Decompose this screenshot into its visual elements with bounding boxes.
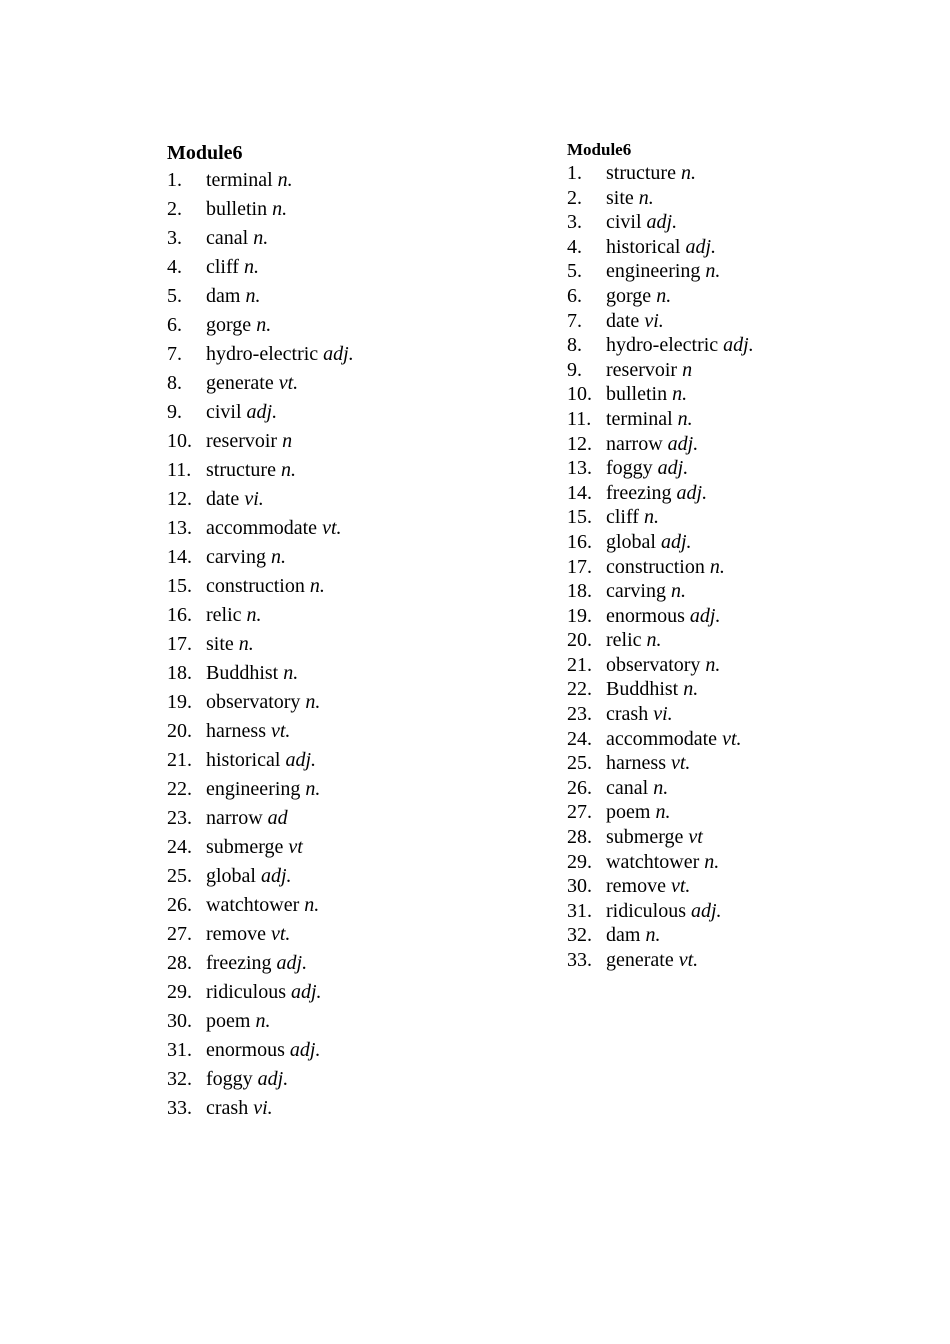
item-part-of-speech: n.	[255, 1010, 271, 1032]
item-number: 5.	[567, 260, 582, 283]
vocabulary-item	[167, 224, 354, 253]
item-part-of-speech: n	[282, 430, 293, 452]
vocabulary-item	[167, 920, 354, 949]
item-part-of-speech: vt.	[670, 875, 691, 898]
item-part-of-speech: vt.	[322, 517, 342, 539]
item-number: 24.	[167, 836, 192, 858]
vocabulary-item	[567, 653, 754, 678]
item-number: 27.	[567, 801, 592, 824]
vocabulary-item	[567, 407, 754, 432]
vocabulary-item	[167, 891, 354, 920]
item-part-of-speech: n.	[270, 546, 286, 568]
vocabulary-item	[167, 572, 354, 601]
item-part-of-speech: adj.	[685, 235, 716, 258]
item-number: 21.	[167, 749, 192, 771]
item-number: 11.	[167, 459, 192, 481]
item-word: historical	[606, 235, 681, 258]
item-part-of-speech: n	[682, 358, 693, 381]
item-word: submerge	[206, 836, 284, 858]
item-number: 20.	[167, 720, 192, 742]
item-part-of-speech: n.	[272, 198, 288, 220]
vocabulary-list-left	[167, 140, 354, 1123]
vocabulary-item	[167, 543, 354, 572]
item-part-of-speech: vt	[288, 836, 303, 858]
vocabulary-item	[567, 358, 754, 383]
item-part-of-speech: n.	[683, 678, 699, 701]
item-number: 8.	[567, 334, 582, 357]
item-number: 2.	[167, 198, 182, 220]
item-part-of-speech: vi.	[244, 488, 264, 510]
item-word: relic	[606, 629, 642, 652]
vocabulary-item	[567, 751, 754, 776]
item-number: 31.	[567, 899, 592, 922]
item-part-of-speech: adj.	[276, 952, 308, 974]
item-number: 30.	[567, 875, 592, 898]
item-word: Buddhist	[206, 662, 279, 684]
item-part-of-speech: adj.	[667, 432, 699, 455]
vocabulary-item	[167, 253, 354, 282]
vocabulary-item	[167, 717, 354, 746]
item-number: 29.	[167, 981, 192, 1003]
vocabulary-item	[167, 166, 354, 195]
item-part-of-speech: n.	[304, 894, 320, 916]
item-word: civil	[606, 211, 642, 234]
item-number: 20.	[567, 629, 592, 652]
vocabulary-list-right	[567, 138, 754, 973]
item-number: 25.	[167, 865, 192, 887]
vocabulary-item	[167, 1065, 354, 1094]
vocabulary-item	[567, 309, 754, 334]
item-word: generate	[206, 372, 274, 394]
vocabulary-item	[567, 800, 754, 825]
item-word: canal	[206, 227, 249, 249]
item-word: relic	[206, 604, 242, 626]
item-word: structure	[606, 162, 676, 184]
item-number: 21.	[567, 653, 592, 676]
item-word: site	[206, 633, 234, 655]
vocabulary-item	[567, 456, 754, 481]
vocabulary-item	[567, 628, 754, 653]
item-number: 12.	[167, 488, 192, 510]
vocabulary-item	[167, 195, 354, 224]
vocabulary-item	[567, 825, 754, 850]
item-number: 9.	[567, 358, 582, 381]
item-part-of-speech: adj.	[289, 1039, 321, 1061]
item-part-of-speech: n.	[655, 801, 671, 824]
vocabulary-item	[567, 604, 754, 629]
item-word: construction	[206, 575, 305, 597]
vocabulary-item	[567, 555, 754, 580]
item-word: bulletin	[606, 383, 668, 406]
item-number: 25.	[567, 752, 592, 775]
item-part-of-speech: vi.	[644, 309, 664, 332]
item-number: 1.	[167, 169, 182, 191]
vocabulary-item	[567, 677, 754, 702]
item-part-of-speech: ad	[267, 807, 288, 829]
item-word: global	[206, 865, 256, 887]
item-part-of-speech: n.	[280, 459, 296, 481]
item-part-of-speech: n.	[283, 662, 299, 684]
item-word: ridiculous	[606, 899, 686, 922]
item-word: observatory	[606, 653, 701, 676]
vocabulary-item	[567, 284, 754, 309]
item-word: terminal	[206, 169, 273, 191]
item-word: foggy	[206, 1068, 253, 1090]
item-number: 2.	[567, 186, 582, 209]
item-word: date	[206, 488, 240, 510]
vocabulary-item	[567, 923, 754, 948]
item-number: 12.	[567, 432, 592, 455]
item-part-of-speech: adj.	[285, 749, 316, 771]
item-part-of-speech: n.	[677, 407, 693, 430]
vocabulary-item	[167, 1036, 354, 1065]
item-word: gorge	[206, 314, 252, 336]
item-word: watchtower	[606, 850, 700, 873]
vocabulary-item	[567, 481, 754, 506]
item-word: engineering	[606, 260, 701, 283]
item-word: crash	[606, 703, 649, 726]
vocabulary-item	[167, 369, 354, 398]
item-number: 16.	[167, 604, 192, 626]
item-number: 11.	[567, 407, 592, 430]
vocabulary-item	[567, 776, 754, 801]
item-number: 28.	[567, 826, 592, 849]
item-part-of-speech: adj.	[691, 899, 722, 922]
item-word: freezing	[606, 481, 672, 504]
item-word: accommodate	[606, 727, 718, 750]
vocabulary-item	[167, 485, 354, 514]
item-word: foggy	[606, 457, 653, 480]
vocabulary-item	[167, 514, 354, 543]
item-word: date	[606, 309, 640, 332]
item-word: engineering	[206, 778, 301, 800]
item-word: site	[606, 186, 634, 209]
item-word: historical	[206, 749, 281, 771]
item-number: 18.	[167, 662, 192, 684]
item-part-of-speech: n.	[238, 633, 254, 655]
item-word: observatory	[206, 691, 301, 713]
item-number: 14.	[167, 546, 192, 568]
item-number: 18.	[567, 580, 592, 603]
item-number: 30.	[167, 1010, 192, 1032]
vocabulary-item	[567, 579, 754, 604]
item-part-of-speech: n.	[705, 260, 721, 283]
item-word: remove	[206, 923, 266, 945]
vocabulary-item	[567, 161, 754, 186]
vocabulary-item	[567, 259, 754, 284]
vocabulary-item	[167, 630, 354, 659]
item-word: enormous	[206, 1039, 285, 1061]
item-part-of-speech: vt.	[270, 923, 291, 945]
item-part-of-speech: n.	[245, 285, 261, 307]
item-word: gorge	[606, 284, 652, 307]
item-word: narrow	[206, 807, 263, 829]
item-number: 8.	[167, 372, 182, 394]
vocabulary-item	[167, 804, 354, 833]
item-number: 15.	[567, 506, 592, 529]
item-part-of-speech: n.	[656, 284, 672, 307]
item-number: 9.	[167, 401, 182, 423]
item-word: canal	[606, 776, 649, 799]
item-number: 23.	[567, 703, 592, 726]
item-part-of-speech: adj.	[257, 1068, 289, 1090]
item-word: terminal	[606, 407, 673, 430]
item-word: poem	[606, 801, 651, 824]
item-word: narrow	[606, 432, 663, 455]
item-number: 3.	[567, 211, 582, 234]
item-number: 33.	[167, 1097, 192, 1119]
item-part-of-speech: vt.	[678, 949, 699, 971]
vocabulary-item	[567, 727, 754, 752]
item-number: 13.	[567, 457, 592, 480]
item-part-of-speech: adj.	[661, 530, 692, 553]
vocabulary-item	[167, 456, 354, 485]
vocabulary-item	[167, 282, 354, 311]
item-part-of-speech: n.	[705, 653, 721, 676]
item-word: construction	[606, 555, 705, 578]
item-part-of-speech: n.	[243, 256, 259, 278]
item-part-of-speech: vi.	[253, 1097, 273, 1119]
item-number: 31.	[167, 1039, 192, 1061]
vocabulary-item	[167, 833, 354, 862]
item-part-of-speech: n.	[680, 162, 696, 184]
item-part-of-speech: adj.	[657, 457, 689, 480]
item-part-of-speech: vt.	[278, 372, 299, 394]
item-number: 26.	[567, 776, 592, 799]
item-number: 3.	[167, 227, 182, 249]
item-part-of-speech: adj.	[689, 604, 721, 627]
item-part-of-speech: adj.	[646, 211, 678, 234]
item-number: 10.	[567, 383, 592, 406]
item-number: 28.	[167, 952, 192, 974]
item-word: dam	[206, 285, 241, 307]
vocabulary-item	[167, 688, 354, 717]
item-part-of-speech: n.	[305, 691, 321, 713]
item-word: accommodate	[206, 517, 318, 539]
item-number: 32.	[167, 1068, 192, 1090]
item-word: remove	[606, 875, 666, 898]
vocabulary-item	[567, 235, 754, 260]
vocabulary-item	[567, 505, 754, 530]
item-number: 4.	[567, 235, 582, 258]
item-word: cliff	[206, 256, 239, 278]
vocabulary-item	[567, 874, 754, 899]
item-word: watchtower	[206, 894, 300, 916]
item-number: 4.	[167, 256, 182, 278]
vocabulary-item	[567, 948, 754, 973]
vocabulary-item	[167, 978, 354, 1007]
item-part-of-speech: n.	[643, 506, 659, 529]
item-part-of-speech: n.	[253, 227, 269, 249]
item-number: 17.	[567, 555, 592, 578]
vocabulary-item	[167, 601, 354, 630]
item-word: generate	[606, 949, 674, 971]
vocabulary-item	[167, 340, 354, 369]
item-word: enormous	[606, 604, 685, 627]
item-part-of-speech: vt.	[670, 752, 691, 775]
item-part-of-speech: adj.	[261, 865, 292, 887]
vocabulary-item	[167, 775, 354, 804]
item-word: dam	[606, 924, 641, 947]
item-word: global	[606, 530, 656, 553]
module-title: Module6	[567, 140, 632, 159]
item-number: 29.	[567, 850, 592, 873]
vocabulary-item	[567, 899, 754, 924]
item-number: 22.	[167, 778, 192, 800]
item-number: 5.	[167, 285, 182, 307]
item-word: cliff	[606, 506, 639, 529]
item-word: carving	[606, 580, 666, 603]
item-number: 26.	[167, 894, 192, 916]
vocabulary-item	[167, 949, 354, 978]
item-number: 6.	[167, 314, 182, 336]
vocabulary-item	[567, 186, 754, 211]
item-word: civil	[206, 401, 242, 423]
item-part-of-speech: adj.	[676, 481, 708, 504]
item-number: 16.	[567, 530, 592, 553]
item-number: 1.	[567, 162, 582, 184]
item-part-of-speech: n.	[638, 186, 654, 209]
item-part-of-speech: n.	[256, 314, 272, 336]
item-number: 17.	[167, 633, 192, 655]
item-number: 7.	[167, 343, 182, 365]
item-number: 6.	[567, 284, 582, 307]
vocabulary-item	[167, 1094, 354, 1123]
item-number: 10.	[167, 430, 192, 452]
item-word: ridiculous	[206, 981, 286, 1003]
item-word: bulletin	[206, 198, 268, 220]
item-number: 14.	[567, 481, 592, 504]
item-number: 27.	[167, 923, 192, 945]
vocabulary-item	[167, 746, 354, 775]
item-part-of-speech: n.	[309, 575, 325, 597]
vocabulary-item	[567, 530, 754, 555]
module-title: Module6	[167, 142, 243, 164]
item-number: 22.	[567, 678, 592, 701]
item-part-of-speech: n.	[645, 924, 661, 947]
vocabulary-item	[567, 432, 754, 457]
item-number: 23.	[167, 807, 192, 829]
item-part-of-speech: adj.	[323, 343, 354, 365]
item-word: Buddhist	[606, 678, 679, 701]
item-part-of-speech: n.	[246, 604, 262, 626]
item-part-of-speech: n.	[704, 850, 720, 873]
item-number: 19.	[167, 691, 192, 713]
item-part-of-speech: vt	[688, 826, 703, 849]
item-number: 33.	[567, 949, 592, 971]
vocabulary-item	[567, 210, 754, 235]
item-word: poem	[206, 1010, 251, 1032]
item-part-of-speech: n.	[670, 580, 686, 603]
vocabulary-item	[567, 333, 754, 358]
vocabulary-item	[167, 427, 354, 456]
vocabulary-item	[567, 850, 754, 875]
item-part-of-speech: n.	[672, 383, 688, 406]
item-number: 13.	[167, 517, 192, 539]
item-part-of-speech: vt.	[270, 720, 291, 742]
item-word: crash	[206, 1097, 249, 1119]
item-number: 15.	[167, 575, 192, 597]
item-part-of-speech: vt.	[722, 727, 742, 750]
item-word: reservoir	[206, 430, 278, 452]
vocabulary-item	[167, 862, 354, 891]
item-part-of-speech: vi.	[653, 703, 673, 726]
item-part-of-speech: n.	[653, 776, 669, 799]
item-word: harness	[606, 752, 666, 775]
vocabulary-item	[167, 1007, 354, 1036]
item-word: harness	[206, 720, 266, 742]
item-part-of-speech: adj.	[246, 401, 278, 423]
item-number: 32.	[567, 924, 592, 947]
vocabulary-item	[567, 382, 754, 407]
item-part-of-speech: n.	[709, 555, 725, 578]
vocabulary-item	[167, 398, 354, 427]
item-word: hydro-electric	[206, 343, 319, 365]
vocabulary-item	[567, 702, 754, 727]
vocabulary-item	[167, 311, 354, 340]
item-part-of-speech: n.	[646, 629, 662, 652]
item-number: 24.	[567, 727, 592, 750]
item-part-of-speech: n.	[277, 169, 293, 191]
item-part-of-speech: n.	[305, 778, 321, 800]
item-word: carving	[206, 546, 266, 568]
item-part-of-speech: adj.	[723, 334, 754, 357]
item-word: submerge	[606, 826, 684, 849]
item-number: 7.	[567, 309, 582, 332]
item-number: 19.	[567, 604, 592, 627]
item-word: hydro-electric	[606, 334, 719, 357]
item-word: reservoir	[606, 358, 678, 381]
vocabulary-item	[167, 659, 354, 688]
item-word: freezing	[206, 952, 272, 974]
item-part-of-speech: adj.	[291, 981, 322, 1003]
item-word: structure	[206, 459, 276, 481]
